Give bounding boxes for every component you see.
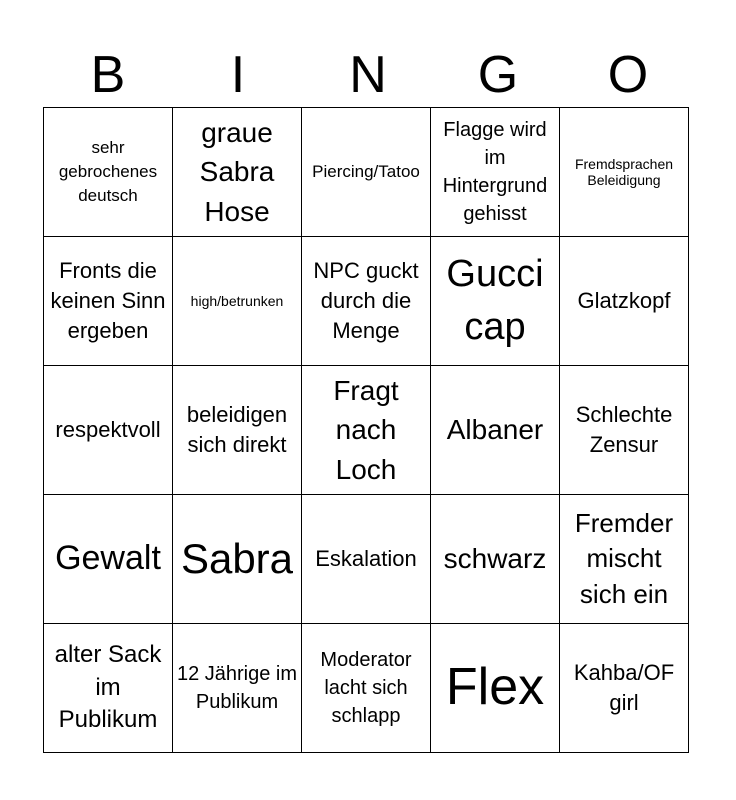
grid-row xyxy=(44,237,689,366)
bingo-cell[interactable]: Flagge wird im Hintergrund gehisst xyxy=(431,108,560,237)
bingo-cell[interactable]: graue Sabra Hose xyxy=(173,108,302,237)
grid-row xyxy=(44,366,689,495)
bingo-cell[interactable]: Moderator lacht sich schlapp xyxy=(302,624,431,753)
bingo-cell[interactable]: respektvoll xyxy=(44,366,173,495)
grid-row xyxy=(44,108,689,237)
bingo-cell[interactable]: Fremdsprachen Beleidigung xyxy=(560,108,689,237)
bingo-header xyxy=(43,44,693,106)
bingo-cell[interactable]: Schlechte Zensur xyxy=(560,366,689,495)
bingo-cell[interactable]: Gewalt xyxy=(44,495,173,624)
bingo-cell[interactable]: Flex xyxy=(431,624,560,753)
grid-row xyxy=(44,624,689,753)
bingo-cell[interactable]: 12 Jährige im Publikum xyxy=(173,624,302,753)
header-letter-b: B xyxy=(90,46,126,104)
header-letter-n: N xyxy=(349,46,387,104)
header-letter-i: I xyxy=(230,46,246,104)
bingo-cell[interactable]: sehr gebrochenes deutsch xyxy=(44,108,173,237)
bingo-cell[interactable]: Sabra xyxy=(173,495,302,624)
bingo-cell[interactable]: schwarz xyxy=(431,495,560,624)
bingo-cell[interactable]: Fragt nach Loch xyxy=(302,366,431,495)
grid-row xyxy=(44,495,689,624)
bingo-grid xyxy=(43,107,689,753)
bingo-cell[interactable]: Piercing/Tatoo xyxy=(302,108,431,237)
bingo-cell[interactable]: beleidigen sich direkt xyxy=(173,366,302,495)
bingo-cell[interactable]: NPC guckt durch die Menge xyxy=(302,237,431,366)
bingo-cell[interactable]: high/betrunken xyxy=(173,237,302,366)
bingo-cell[interactable]: Fremder mischt sich ein xyxy=(560,495,689,624)
bingo-cell[interactable]: Fronts die keinen Sinn ergeben xyxy=(44,237,173,366)
bingo-cell[interactable]: Eskalation xyxy=(302,495,431,624)
bingo-cell[interactable]: Glatzkopf xyxy=(560,237,689,366)
bingo-cell[interactable]: alter Sack im Publikum xyxy=(44,624,173,753)
header-letter-o: O xyxy=(607,46,649,104)
bingo-cell[interactable]: Albaner xyxy=(431,366,560,495)
bingo-cell[interactable]: Gucci cap xyxy=(431,237,560,366)
header-letter-g: G xyxy=(477,46,519,104)
bingo-cell[interactable]: Kahba/OF girl xyxy=(560,624,689,753)
